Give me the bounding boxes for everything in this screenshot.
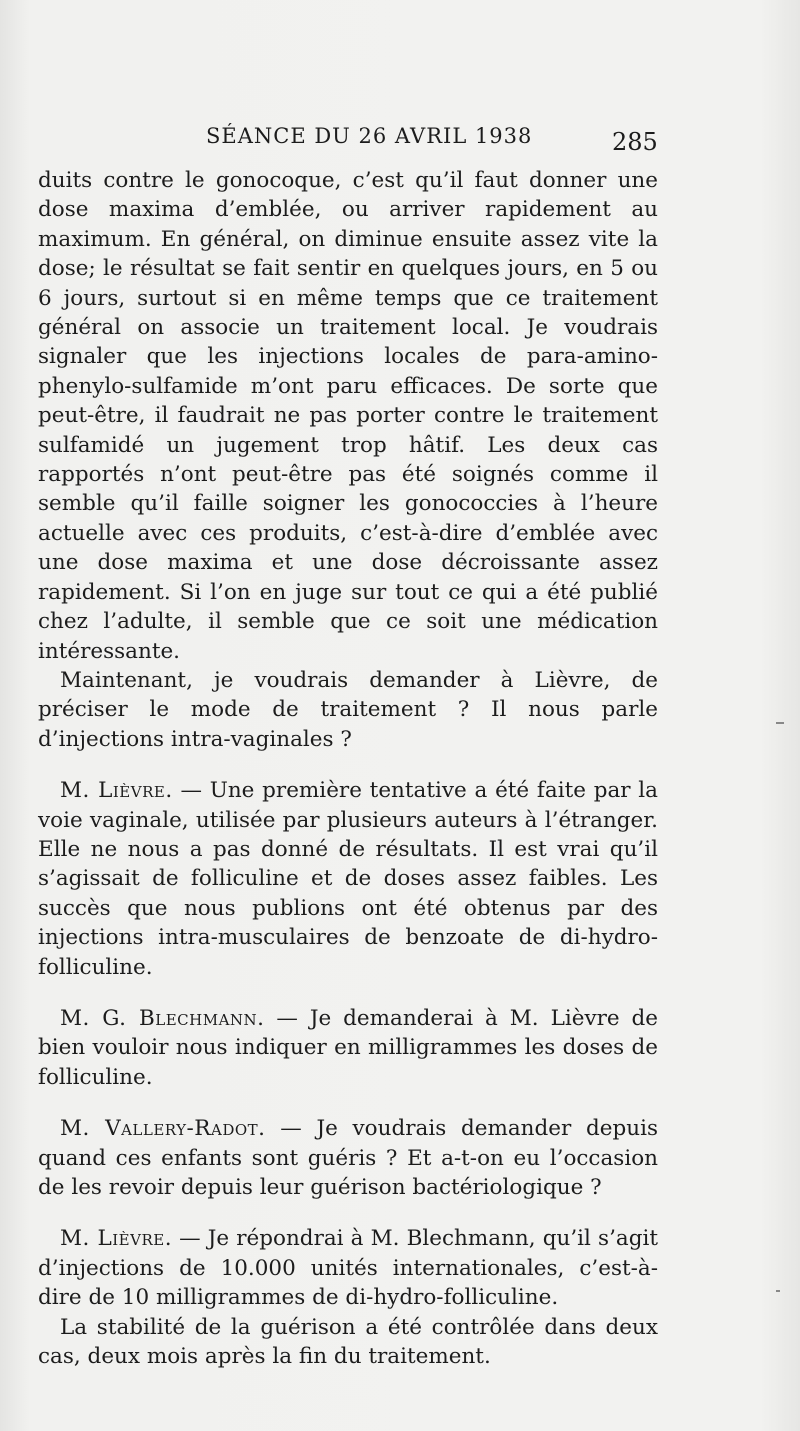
paragraph-lievre-answer bbox=[38, 1224, 658, 1312]
paragraph-blechmann bbox=[38, 1004, 658, 1092]
speaker-name: M. Lièvre. bbox=[60, 778, 173, 804]
page-number: 285 bbox=[612, 128, 658, 156]
paragraph-continuation: duits contre le gonocoque, c’est qu’il faut donner une dose maxima d’emblée, ou arriver rapidement au maximum. En général, on diminue ensuite assez vite la dose; le résultat se fait sentir en quelques jours, en 5 ou 6 jours, surtout si en même temps que ce traitement général on associe un traitement local. Je voudrais signaler que les injections locales de para-amino-phenylo-sulfamide m’ont paru efficaces. De sorte que peut-être, il faudrait ne pas porter contre le traitement sulfamidé un jugement trop hâtif. Les deux cas rapportés n’ont peut-être pas été soignés comme il semble qu’il faille soigner les gonococcies à l’heure actuelle avec ces produits, c’est-à-dire d’emblée avec une dose maxima et une dose décroissante assez rapidement. Si l’on en juge sur tout ce qui a été publié chez l’adulte, il semble que ce soit une médication intéressante. bbox=[38, 168, 658, 664]
speaker-name: M. Vallery-Radot. bbox=[60, 1116, 266, 1142]
paragraph-question: Maintenant, je voudrais demander à Lièvre, de préciser le mode de traitement ? Il nous parle d’injections intra-vaginales ? bbox=[38, 667, 658, 752]
speaker-name: M. G. Blechmann. bbox=[60, 1005, 265, 1031]
paragraph-vallery-radot bbox=[38, 1114, 658, 1202]
paragraph-lievre-reply bbox=[38, 776, 658, 982]
margin-mark bbox=[776, 722, 784, 724]
speech-text: — Je demanderai à M. Lièvre de bien vouloir nous indiquer en milligrammes les doses de folliculine. bbox=[38, 1005, 659, 1090]
speech-text: — Je voudrais demander depuis quand ces enfants sont guéris ? Et a-t-on eu l’occasion de les revoir depuis leur guérison bactériologique ? bbox=[38, 1116, 658, 1200]
paragraph-conclusion: La stabilité de la guérison a été contrôlée dans deux cas, deux mois après la fin du traitement. bbox=[38, 1314, 658, 1370]
speech-text: — Une première tentative a été faite par la voie vaginale, utilisée par plusieurs auteurs à l’étranger. Elle ne nous a pas donné de résultats. Il est vrai qu’il s’agissait de folliculine et de doses assez faibles. Les succès que nous publions ont été obtenus par des injections intra-musculaires de benzoate de di-hydro-folliculine. bbox=[38, 778, 659, 980]
speech-text: — Je répondrai à M. Blechmann, qu’il s’agit d’injections de 10.000 unités internationales, c’est-à-dire de 10 milligrammes de di-hydro-folliculine. bbox=[38, 1226, 659, 1311]
running-head: SÉANCE DU 26 AVRIL 1938 bbox=[206, 124, 533, 148]
page-header bbox=[0, 124, 800, 160]
margin-mark bbox=[776, 1290, 780, 1292]
page-body bbox=[38, 166, 658, 1371]
speaker-name: M. Lièvre. bbox=[60, 1226, 173, 1252]
